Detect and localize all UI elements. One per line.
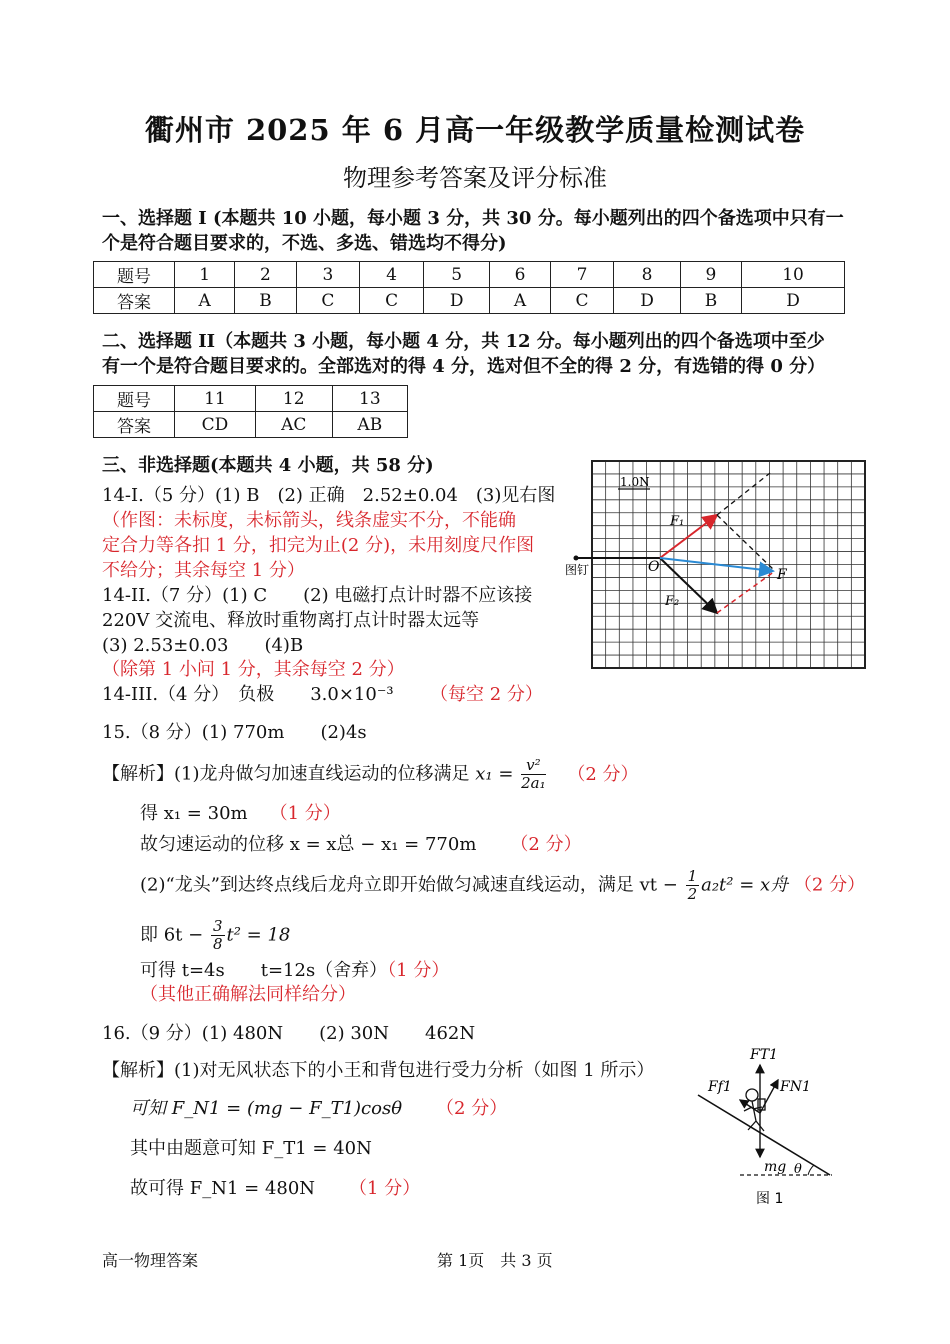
q15-line1-fraction [521,757,546,792]
answer-cell: D [423,288,489,314]
analysis-label: 【解析】 [102,1060,174,1081]
q15-line4-text: (2)“龙头”到达终点线后龙舟立即开始做匀减速直线运动，满足 vt − [140,874,678,896]
q14-2-line2: 220V 交流电、释放时重物离打点计时器太远等 [102,610,480,631]
q14-1-answer: 14-I.（5 分）(1) B (2) 正确 2.52±0.04 (3)见右图 [102,485,556,506]
fraction-denominator: 8 [212,935,223,953]
q16-header: 16.（9 分）(1) 480N (2) 30N 462N [102,1023,476,1044]
q16-line1 [102,1058,654,1083]
fn1-arrow [760,1080,778,1113]
q16-line4-score: （1 分） [349,1178,421,1199]
fraction-numerator: v² [521,757,546,775]
q15-line5-pre: 即 6t − [140,924,204,946]
table-row-answers [94,288,845,314]
person-head [746,1089,758,1101]
q14-2-line3: (3) 2.53±0.03 (4)B [102,635,304,656]
q15-line5-fraction [211,918,225,953]
page-title: 衢州市 2025 年 6 月高一年级教学质量检测试卷 [144,113,806,147]
question-number-cell: 6 [490,262,550,288]
origin-label: O [648,559,660,575]
q15-line1 [102,757,639,792]
q15-line4-rest: a₂t² = x舟 [701,874,789,896]
q16-line4 [130,1176,420,1201]
q15-line2 [140,801,341,826]
question-number-cell: 8 [614,262,680,288]
row-label-cell: 题号 [94,262,175,288]
section1-heading-line1: 一、选择题 I (本题共 10 小题，每小题 3 分，共 30 分。每小题列出的四个备选项中只有一 [102,208,844,229]
parallelogram-side-black [717,515,775,571]
q16-line2 [130,1096,507,1121]
fraction-denominator: 2 [687,885,698,903]
q15-line6-text: 可得 t=4s t=12s（舍弃） [140,960,388,981]
f-label: F [777,567,787,583]
q14-3-answer: 14-III.（4 分） 负极 3.0×10⁻³ [102,684,394,705]
table-row-numbers [94,262,845,288]
figure1-caption: 图 1 [756,1191,784,1207]
footer-page-number: 第 1页 共 3 页 [437,1251,553,1270]
q15-line6 [140,958,449,983]
fraction-numerator: 3 [212,917,223,935]
q16-line1-text: (1)对无风状态下的小王和背包进行受力分析（如图 1 所示） [174,1060,655,1081]
q14-1-note-line2: 定合力等各扣 1 分，扣完为止(2 分)，未用刻度尺作图 [102,535,535,556]
table-row-numbers [94,386,408,412]
ft1-label: FT1 [750,1047,778,1063]
answer-cell: D [614,288,680,314]
answer-cell: C [296,288,360,314]
fraction-denominator: 2a₁ [521,774,546,792]
question-number-cell: 2 [235,262,296,288]
answer-cell: A [490,288,550,314]
page-subtitle: 物理参考答案及评分标准 [343,164,607,192]
question-number-cell: 4 [360,262,424,288]
answer-cell: C [360,288,424,314]
answer-cell: D [742,288,845,314]
section2-heading-line2: 有一个是符合题目要求的。全部选对的得 4 分，选对但不全的得 2 分，有选错的得 0 分） [102,356,826,377]
ff1-arrow [740,1100,760,1113]
question-number-cell: 10 [742,262,845,288]
section1-heading-line2: 个是符合题目要求的，不选、多选、错选均不得分) [102,233,507,254]
theta-label: θ [794,1162,802,1177]
q16-line4-text: 故可得 F_N1 = 480N [130,1178,316,1199]
question-number-cell: 9 [680,262,741,288]
q15-line3-score: （2 分） [510,834,582,855]
q14-3-note: （每空 2 分） [430,684,543,705]
q15-line2-text: 得 x₁ = 30m [140,803,248,824]
ff1-label: Ff1 [708,1079,732,1095]
q15-line3-text: 故匀速运动的位移 x = x总 − x₁ = 770m [140,834,477,855]
question-number-cell: 13 [332,386,407,412]
answer-cell: CD [175,412,256,438]
q14-1-note-line1: （作图：未标度，未标箭头，线条虚实不分，不能确 [102,510,516,531]
fn1-label: FN1 [780,1079,811,1095]
f1-extension-dashed [717,473,770,515]
footer-left: 高一物理答案 [102,1251,199,1270]
question-number-cell: 5 [423,262,489,288]
force-grid-figure [560,455,880,680]
section2-heading-line1: 二、选择题 II（本题共 3 小题，每小题 4 分，共 12 分。每小题列出的四个备选项中至少 [102,331,825,352]
theta-arc [808,1165,814,1175]
q15-line1-text: (1)龙舟做匀加速直线运动的位移满足 [174,763,470,785]
fraction-numerator: 1 [687,867,698,885]
question-number-cell: 1 [175,262,235,288]
pin-label: 图钉 [565,563,590,577]
section1-answer-table [93,261,845,314]
analysis-label: 【解析】 [102,763,174,785]
answer-cell: AC [255,412,332,438]
q15-line2-score: （1 分） [269,803,341,824]
pin-dot [574,556,579,561]
f2-label: F₂ [665,594,680,609]
q15-line1-lhs: x₁ = [475,763,514,785]
question-number-cell: 7 [550,262,614,288]
row-label-cell: 题号 [94,386,175,412]
answer-cell: A [175,288,235,314]
q14-2-line1: 14-II.（7 分）(1) C (2) 电磁打点计时器不应该接 [102,585,533,606]
q15-line4-fraction [686,868,700,903]
q15-line1-score: （2 分） [567,763,639,785]
incline-force-figure [690,1035,850,1210]
q16-line2-score: （2 分） [436,1098,508,1119]
q16-line2-text: 可知 F_N1 = (mg − F_T1)cosθ [130,1098,403,1119]
q15-line5-post: t² = 18 [226,924,291,946]
mg-label: mg [764,1159,787,1175]
section3-heading: 三、非选择题(本题共 4 小题，共 58 分) [102,455,434,476]
q16-line3: 其中由题意可知 F_T1 = 40N [130,1138,372,1159]
q15-line6-score: （1 分） [387,960,450,981]
section2-answer-table [93,385,408,438]
q15-header: 15.（8 分）(1) 770m (2)4s [102,722,367,743]
q15-line7: （其他正确解法同样给分） [140,984,356,1005]
answer-cell: C [550,288,614,314]
scale-label: 1.0N [620,475,650,489]
f1-label: F₁ [670,514,685,529]
q14-1-note-line3: 不给分；其余每空 1 分） [102,560,305,581]
q15-line3 [140,832,582,857]
q14-2-note: （除第 1 小问 1 分，其余每空 2 分） [102,659,405,680]
grid-lines [592,461,865,668]
question-number-cell: 12 [255,386,332,412]
row-label-cell: 答案 [94,412,175,438]
question-number-cell: 11 [175,386,256,412]
person-body [744,1101,764,1131]
answer-cell: B [680,288,741,314]
q15-line5 [140,918,290,953]
table-row-answers [94,412,408,438]
q15-line4-score: （2 分） [793,874,866,896]
q15-line4 [140,868,865,903]
answer-cell: B [235,288,296,314]
row-label-cell: 答案 [94,288,175,314]
answer-cell: AB [332,412,407,438]
question-number-cell: 3 [296,262,360,288]
